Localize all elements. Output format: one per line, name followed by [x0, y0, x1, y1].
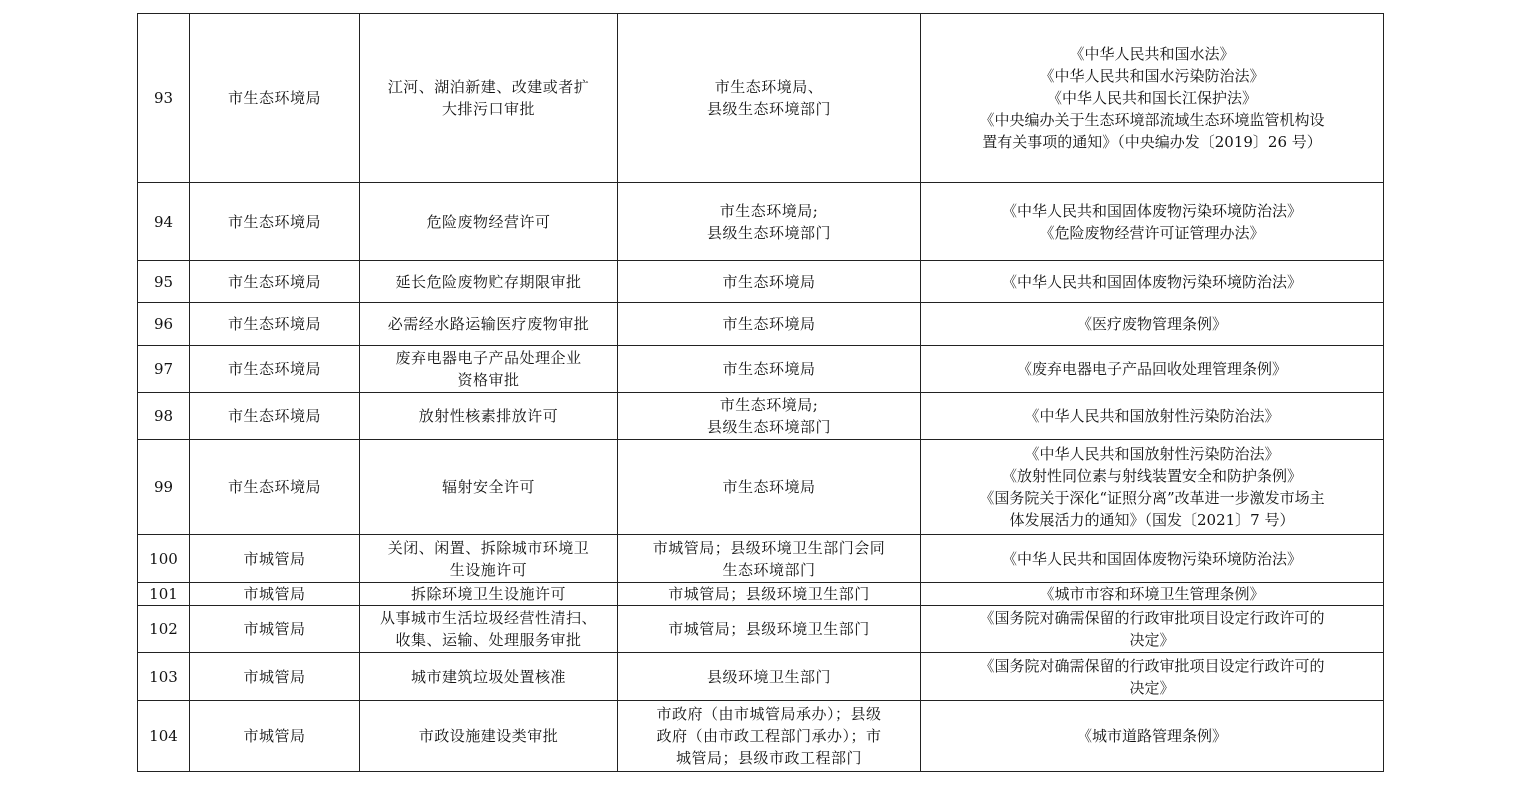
department-line: 市生态环境局: [722, 360, 816, 378]
table-row: [138, 701, 1384, 772]
department-line: 市生态环境局、: [714, 78, 824, 96]
legal-basis-line: 《中华人民共和国固体废物污染环境防治法》: [1001, 201, 1302, 220]
implementing-department: [618, 606, 921, 653]
table-row: [138, 393, 1384, 440]
approval-item-name: [360, 701, 618, 772]
approval-item-name: [360, 261, 618, 303]
approval-item-name: [360, 653, 618, 701]
legal-basis-line: 决定》: [1129, 678, 1175, 697]
item-number: 97: [138, 346, 190, 393]
approval-item-name: [360, 183, 618, 261]
legal-basis-line: 《中华人民共和国固体废物污染环境防治法》: [1001, 549, 1302, 568]
approval-item-name: [360, 14, 618, 183]
table-row: [138, 183, 1384, 261]
legal-basis-line: 决定》: [1129, 631, 1175, 649]
implementing-department: [618, 393, 921, 440]
responsible-department: 市生态环境局: [190, 183, 360, 261]
department-line: 市生态环境局: [722, 478, 816, 496]
responsible-department: 市城管局: [190, 701, 360, 772]
item-number: 100: [138, 535, 190, 583]
table-body: [138, 14, 1384, 772]
approval-item-name: [360, 303, 618, 346]
legal-basis: [921, 393, 1384, 440]
table-row: [138, 535, 1384, 583]
implementing-department: [618, 653, 921, 701]
responsible-department: 市城管局: [190, 583, 360, 606]
item-name-line: 必需经水路运输医疗废物审批: [387, 315, 590, 333]
item-number: 102: [138, 606, 190, 653]
implementing-department: [618, 261, 921, 303]
legal-basis-line: 《中华人民共和国水污染防治法》: [1039, 67, 1265, 85]
legal-basis-line: 《国务院关于深化“证照分离”改革进一步激发市场主: [979, 489, 1325, 507]
table-row: [138, 653, 1384, 701]
department-line: 县级生态环境部门: [706, 418, 831, 436]
legal-basis-line: 《国务院对确需保留的行政审批项目设定行政许可的: [979, 609, 1325, 627]
legal-basis: [921, 440, 1384, 535]
legal-basis: [921, 535, 1384, 583]
department-line: 市生态环境局: [722, 315, 816, 333]
responsible-department: 市城管局: [190, 653, 360, 701]
legal-basis-line: 《中华人民共和国放射性污染防治法》: [1024, 445, 1280, 463]
item-name-line: 辐射安全许可: [441, 478, 535, 496]
item-number: 103: [138, 653, 190, 701]
implementing-department: [618, 303, 921, 346]
item-name-line: 拆除环境卫生设施许可: [410, 585, 566, 603]
item-name-line: 危险废物经营许可: [426, 212, 551, 231]
department-line: 市城管局；县级环境卫生部门会同: [652, 538, 886, 557]
implementing-department: [618, 701, 921, 772]
item-number: 104: [138, 701, 190, 772]
responsible-department: 市生态环境局: [190, 440, 360, 535]
implementing-department: [618, 14, 921, 183]
approval-item-name: [360, 535, 618, 583]
item-number: 101: [138, 583, 190, 606]
legal-basis-line: 《国务院对确需保留的行政审批项目设定行政许可的: [979, 656, 1325, 675]
approval-item-name: [360, 393, 618, 440]
table-row: [138, 303, 1384, 346]
implementing-department: [618, 440, 921, 535]
legal-basis: [921, 14, 1384, 183]
implementing-department: [618, 583, 921, 606]
legal-basis: [921, 261, 1384, 303]
table-row: [138, 440, 1384, 535]
item-name-line: 资格审批: [457, 371, 520, 389]
department-line: 市生态环境局;: [719, 396, 819, 414]
department-line: 县级生态环境部门: [706, 100, 831, 118]
department-line: 县级生态环境部门: [706, 223, 831, 242]
item-number: 98: [138, 393, 190, 440]
department-line: 市政府（由市城管局承办）；县级: [656, 705, 882, 723]
approval-item-name: [360, 606, 618, 653]
item-name-line: 废弃电器电子产品处理企业: [395, 349, 582, 367]
table-row: [138, 14, 1384, 183]
legal-basis-line: 《医疗废物管理条例》: [1076, 315, 1227, 333]
legal-basis-line: 《危险废物经营许可证管理办法》: [1039, 223, 1265, 242]
legal-basis: [921, 183, 1384, 261]
department-line: 市城管局；县级环境卫生部门: [668, 585, 870, 603]
item-number: 93: [138, 14, 190, 183]
responsible-department: 市生态环境局: [190, 393, 360, 440]
item-name-line: 江河、湖泊新建、改建或者扩: [387, 78, 590, 96]
legal-basis: [921, 303, 1384, 346]
item-name-line: 从事城市生活垃圾经营性清扫、: [379, 609, 597, 627]
responsible-department: 市生态环境局: [190, 346, 360, 393]
legal-basis: [921, 346, 1384, 393]
implementing-department: [618, 183, 921, 261]
item-number: 95: [138, 261, 190, 303]
legal-basis-line: 《中华人民共和国水法》: [1069, 45, 1235, 63]
responsible-department: 市城管局: [190, 535, 360, 583]
item-number: 99: [138, 440, 190, 535]
item-name-line: 大排污口审批: [441, 100, 535, 118]
responsible-department: 市城管局: [190, 606, 360, 653]
approval-item-name: [360, 346, 618, 393]
implementing-department: [618, 346, 921, 393]
responsible-department: 市生态环境局: [190, 303, 360, 346]
department-line: 市城管局；县级环境卫生部门: [668, 620, 870, 638]
item-name-line: 市政设施建设类审批: [418, 727, 559, 745]
legal-basis-line: 《中华人民共和国长江保护法》: [1046, 89, 1257, 107]
department-line: 生态环境部门: [722, 560, 816, 579]
item-name-line: 生设施许可: [449, 560, 528, 579]
legal-basis-line: 《中华人民共和国放射性污染防治法》: [1024, 407, 1280, 425]
approval-item-name: [360, 440, 618, 535]
legal-basis-line: 《放射性同位素与射线装置安全和防护条例》: [1001, 467, 1302, 485]
table-row: [138, 583, 1384, 606]
item-number: 94: [138, 183, 190, 261]
table-row: [138, 606, 1384, 653]
legal-basis: [921, 606, 1384, 653]
item-name-line: 关闭、闲置、拆除城市环境卫: [387, 538, 590, 557]
department-line: 城管局；县级市政工程部门: [675, 749, 862, 767]
item-name-line: 收集、运输、处理服务审批: [395, 631, 582, 649]
legal-basis-line: 《中央编办关于生态环境部流域生态环境监管机构设: [979, 111, 1325, 129]
legal-basis-line: 体发展活力的通知》（国发〔2021〕7 号）: [1009, 511, 1295, 529]
item-name-line: 城市建筑垃圾处置核准: [410, 667, 566, 686]
implementing-department: [618, 535, 921, 583]
legal-basis-line: 《中华人民共和国固体废物污染环境防治法》: [1001, 272, 1302, 291]
approval-items-table: [137, 13, 1384, 772]
legal-basis: [921, 583, 1384, 606]
legal-basis: [921, 653, 1384, 701]
item-name-line: 延长危险废物贮存期限审批: [395, 272, 582, 291]
legal-basis-line: 《城市道路管理条例》: [1076, 727, 1227, 745]
department-line: 市生态环境局;: [719, 201, 819, 220]
legal-basis-line: 置有关事项的通知》（中央编办发〔2019〕26 号）: [982, 133, 1322, 151]
item-number: 96: [138, 303, 190, 346]
department-line: 县级环境卫生部门: [706, 667, 831, 686]
legal-basis-line: 《城市市容和环境卫生管理条例》: [1039, 585, 1265, 603]
approval-item-name: [360, 583, 618, 606]
department-line: 政府（由市政工程部门承办）；市: [656, 727, 882, 745]
table-row: [138, 346, 1384, 393]
responsible-department: 市生态环境局: [190, 14, 360, 183]
legal-basis: [921, 701, 1384, 772]
item-name-line: 放射性核素排放许可: [418, 407, 559, 425]
legal-basis-line: 《废弃电器电子产品回收处理管理条例》: [1016, 360, 1287, 378]
department-line: 市生态环境局: [722, 272, 816, 291]
table-row: [138, 261, 1384, 303]
responsible-department: 市生态环境局: [190, 261, 360, 303]
